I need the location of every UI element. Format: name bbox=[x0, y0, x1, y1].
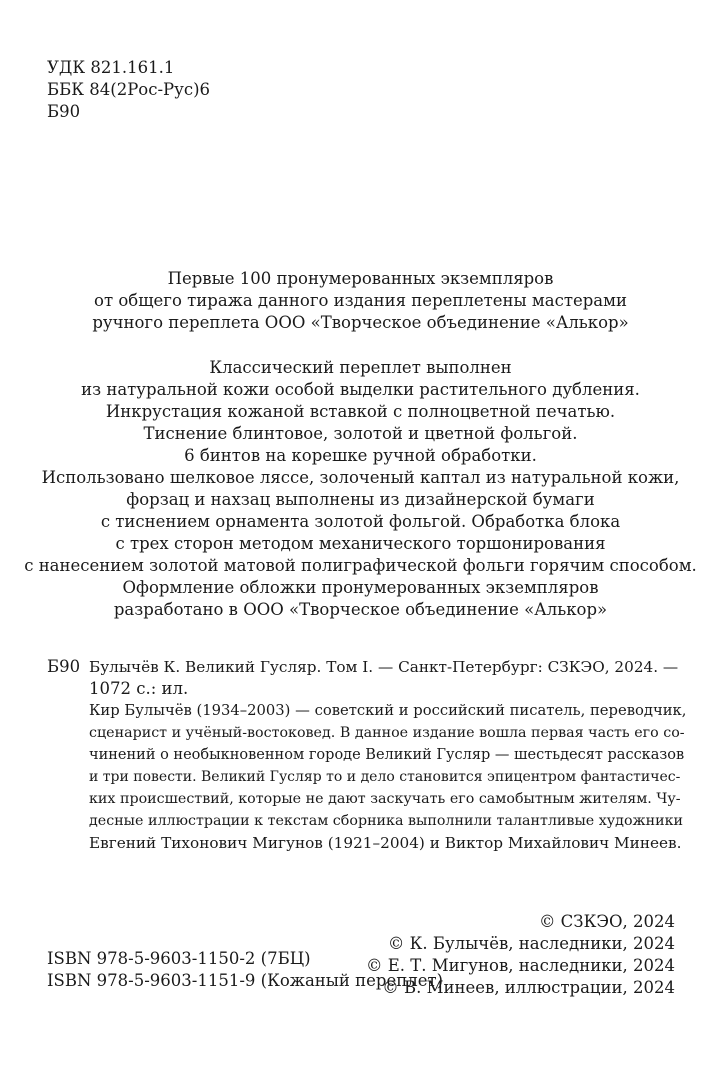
numbered-copies-notice bbox=[0, 268, 721, 334]
udk-code: УДК 821.161.1 bbox=[47, 58, 175, 77]
binding-line: Оформление обложки пронумерованных экземпляров bbox=[122, 578, 599, 597]
notice-line: ручного переплета ООО «Творческое объединение «Алькор» bbox=[92, 313, 629, 332]
notice-line: от общего тиража данного издания переплетены мастерами bbox=[94, 291, 627, 310]
binding-line: Использовано шелковое ляссе, золоченый каптал из натуральной кожи, bbox=[41, 468, 680, 487]
binding-line: из натуральной кожи особой выделки растительного дубления. bbox=[81, 380, 640, 399]
binding-line: Инкрустация кожаной вставкой с полноцветной печатью. bbox=[105, 402, 616, 421]
isbn-line: ISBN 978-5-9603-1150-2 (7БЦ) bbox=[47, 949, 311, 968]
record-annotation-line: Евгений Тихонович Мигунов (1921–2004) и Виктор Михайлович Минеев. bbox=[89, 834, 682, 852]
copyright-line: © СЗКЭО, 2024 bbox=[538, 912, 675, 931]
record-text bbox=[89, 656, 687, 854]
copyright-line: © В. Минеев, иллюстрации, 2024 bbox=[382, 978, 675, 997]
record-annotation-line: Кир Булычёв (1934–2003) — советский и российский писатель, переводчик, bbox=[89, 702, 687, 719]
binding-line: с трех сторон методом механического торшонирования bbox=[115, 534, 606, 553]
notice-line: Первые 100 пронумерованных экземпляров bbox=[167, 269, 554, 288]
binding-line: разработано в ООО «Творческое объединение «Алькор» bbox=[113, 600, 608, 619]
classification-codes bbox=[47, 57, 210, 123]
binding-line: 6 бинтов на корешке ручной обработки. bbox=[184, 446, 537, 465]
record-pages-line: 1072 с.: ил. bbox=[89, 679, 189, 698]
copyright-block bbox=[366, 911, 675, 999]
record-title-line: Булычёв К. Великий Гусляр. Том I. — Санкт-Петербург: СЗКЭО, 2024. — bbox=[89, 658, 679, 676]
binding-line: Тиснение блинтовое, золотой и цветной фольгой. bbox=[143, 424, 578, 443]
binding-line: с тиснением орнамента золотой фольгой. Обработка блока bbox=[100, 512, 621, 531]
binding-line: форзац и нахзац выполнены из дизайнерской бумаги bbox=[126, 490, 595, 509]
record-annotation-line: сценарист и учёный-востоковед. В данное издание вошла первая часть его со- bbox=[89, 725, 685, 741]
record-author-mark: Б90 bbox=[47, 657, 81, 676]
isbn-line: ISBN 978-5-9603-1151-9 (Кожаный переплет) bbox=[47, 971, 444, 990]
record-annotation-line: ких происшествий, которые не дают заскучать его самобытным жителям. Чу- bbox=[89, 791, 681, 807]
binding-description bbox=[0, 357, 721, 621]
record-annotation-line: чинений о необыкновенном городе Великий Гусляр — шестьдесят рассказов bbox=[89, 747, 685, 763]
record-annotation-line: десные иллюстрации к текстам сборника выполнили талантливые художники bbox=[89, 813, 684, 829]
binding-line: с нанесением золотой матовой полиграфической фольги горячим способом. bbox=[24, 556, 697, 575]
binding-line: Классический переплет выполнен bbox=[209, 358, 512, 377]
author-mark: Б90 bbox=[47, 102, 81, 121]
copyright-line: © К. Булычёв, наследники, 2024 bbox=[387, 934, 675, 953]
bbk-code: ББК 84(2Рос-Рус)6 bbox=[47, 80, 211, 99]
copyright-line: © Е. Т. Мигунов, наследники, 2024 bbox=[366, 956, 675, 975]
record-annotation-line: и три повести. Великий Гусляр то и дело становится эпицентром фантастичес- bbox=[89, 769, 681, 785]
